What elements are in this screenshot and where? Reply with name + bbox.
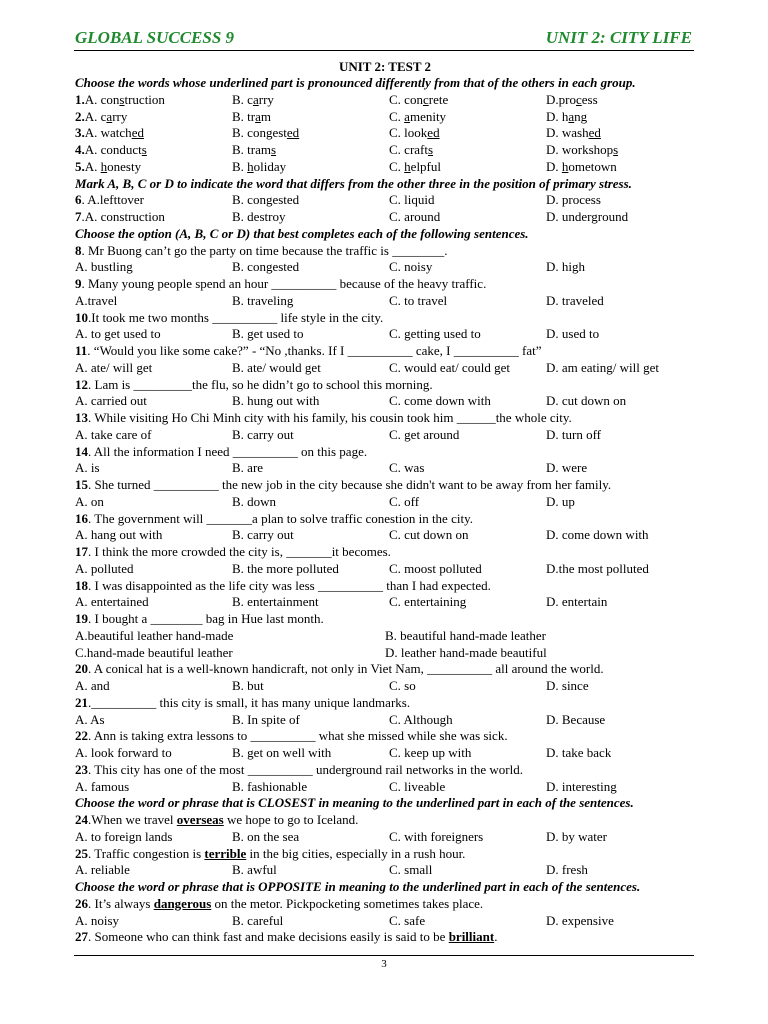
underlined-part: a xyxy=(255,108,261,124)
answer-option: A. As xyxy=(75,711,105,727)
answer-option: D.the most polluted xyxy=(546,560,649,576)
option-text: D. workshop xyxy=(546,142,614,157)
answer-option: C. off xyxy=(389,493,420,509)
options-row xyxy=(75,594,695,611)
answer-option xyxy=(232,109,389,126)
option-text: . A.lefttover xyxy=(81,192,144,208)
answer-option: A. is xyxy=(75,460,100,476)
options-row xyxy=(75,293,695,310)
option-text: ometown xyxy=(568,158,617,174)
answer-option: A. reliable xyxy=(75,862,130,878)
answer-option: A. to foreign lands xyxy=(75,828,173,844)
answer-option: D. since xyxy=(546,678,589,693)
answer-option: D. leather hand-made beautiful xyxy=(385,644,547,660)
answer-option: B. get used to xyxy=(232,326,304,342)
answer-option: D. cut down on xyxy=(546,393,627,409)
answer-option xyxy=(75,192,232,209)
answer-option xyxy=(232,92,389,109)
answer-option: A. take care of xyxy=(75,426,152,442)
pronunciation-row xyxy=(75,109,695,126)
underlined-part: h xyxy=(404,158,411,174)
option-text: ess xyxy=(581,91,598,107)
options-row xyxy=(75,360,695,377)
question-stem xyxy=(75,343,695,360)
question-text: . xyxy=(494,929,498,945)
question-number: 6 xyxy=(75,192,82,208)
answer-option: A. entertained xyxy=(75,594,149,610)
stress-row xyxy=(75,209,695,226)
question-number: 23 xyxy=(75,761,88,777)
answer-option: B. fashionable xyxy=(232,778,308,794)
answer-option: B. careful xyxy=(232,912,284,928)
pronunciation-row xyxy=(75,142,695,159)
answer-option: B. destroy xyxy=(232,209,286,224)
underlined-part: s xyxy=(141,142,147,157)
question-text: in the big cities, especially in a rush hour. xyxy=(246,845,466,861)
answer-option xyxy=(389,142,546,159)
answer-option xyxy=(75,209,232,226)
question-text: . I bought a ________ bag in Hue last month. xyxy=(88,611,324,626)
question-number: 17 xyxy=(75,544,88,559)
answer-option: C. Although xyxy=(389,711,453,727)
question-number: 25 xyxy=(75,845,88,861)
options-row xyxy=(75,326,695,343)
option-text: A. watch xyxy=(84,125,132,141)
answer-option: C. come down with xyxy=(389,393,491,409)
answer-option: C. safe xyxy=(389,912,426,928)
section-instruction: Choose the word or phrase that is OPPOSITE in meaning to the underlined part in each of the sentences. xyxy=(75,879,641,894)
question-number: 13 xyxy=(75,410,88,425)
answer-option: C.hand-made beautiful leather xyxy=(75,644,233,660)
option-text: onesty xyxy=(107,158,142,174)
question-number: 20 xyxy=(75,661,88,677)
option-text: elpful xyxy=(410,158,441,174)
answer-option xyxy=(389,109,546,126)
answer-option: D. used to xyxy=(546,326,600,342)
underlined-part: ed xyxy=(131,125,144,141)
answer-option xyxy=(389,125,546,142)
options-row xyxy=(75,745,695,762)
answer-option: C. keep up with xyxy=(389,745,472,760)
answer-option: D. by water xyxy=(546,828,608,844)
option-text: A. c xyxy=(84,108,107,124)
answer-option: B. on the sea xyxy=(232,828,300,844)
question-stem xyxy=(75,243,695,260)
question-number: 27 xyxy=(75,929,88,945)
header-left-title: GLOBAL SUCCESS 9 xyxy=(75,28,235,47)
question-stem xyxy=(75,661,695,678)
answer-option: B. ate/ would get xyxy=(232,359,321,375)
option-text: B. xyxy=(232,158,248,174)
options-row xyxy=(75,913,695,930)
question-text: . “Would you like some cake?” - “No ,thanks. If I __________ cake, I __________ fat” xyxy=(87,343,542,358)
answer-option: D. take back xyxy=(546,745,612,760)
answer-option: D. were xyxy=(546,460,588,476)
option-text: truction xyxy=(124,91,165,107)
answer-option: C. liquid xyxy=(389,192,435,208)
option-text: ng xyxy=(574,108,588,124)
question-stem xyxy=(75,896,695,913)
question-stem xyxy=(75,695,695,712)
options-row xyxy=(75,678,695,695)
option-text: rry xyxy=(112,108,128,124)
question-stem xyxy=(75,276,695,293)
question-number: 12 xyxy=(75,376,88,392)
question-number: 7 xyxy=(75,209,82,224)
pronunciation-row xyxy=(75,159,695,176)
answer-option: A. famous xyxy=(75,778,130,794)
question-stem xyxy=(75,511,695,528)
underlined-part: ed xyxy=(427,125,440,141)
answer-option: D. process xyxy=(546,192,601,208)
underlined-word: brilliant xyxy=(448,929,495,945)
question-number: 8 xyxy=(75,242,82,258)
question-stem xyxy=(75,477,695,494)
answer-option: C. noisy xyxy=(389,259,433,275)
underlined-part: a xyxy=(252,91,259,107)
question-text: . Someone who can think fast and make decisions easily is said to be xyxy=(88,929,449,945)
answer-option xyxy=(232,125,389,142)
question-text: on the metor. Pickpocketing sometimes takes place. xyxy=(211,895,484,911)
question-stem xyxy=(75,377,695,394)
answer-option: D. traveled xyxy=(546,292,604,308)
options-row xyxy=(75,259,695,276)
option-text: A. conduct xyxy=(84,142,142,157)
answer-option: D. expensive xyxy=(546,912,614,928)
question-number: 11 xyxy=(75,343,88,358)
options-row xyxy=(75,460,695,477)
options-row xyxy=(75,561,695,578)
answer-option: A. polluted xyxy=(75,560,134,576)
option-text: menity xyxy=(409,108,447,124)
footer-divider xyxy=(74,955,694,956)
answer-option: A. bustling xyxy=(75,259,133,275)
answer-option xyxy=(389,159,546,176)
question-text: . Mr Buong can’t go the party on time because the traffic is ________. xyxy=(81,242,448,258)
options-row xyxy=(75,427,695,444)
answer-option: D. interesting xyxy=(546,778,617,794)
options-row xyxy=(75,862,695,879)
answer-option: C. was xyxy=(389,460,425,476)
pronunciation-row xyxy=(75,92,695,109)
question-stem xyxy=(75,410,695,427)
answer-option xyxy=(546,109,587,126)
option-text: A. xyxy=(84,158,101,174)
answer-option: B. congested xyxy=(232,259,300,275)
section-instruction: Choose the word or phrase that is CLOSEST in meaning to the underlined part in each of the sentences. xyxy=(75,795,634,811)
answer-option: D. Because xyxy=(546,711,606,727)
answer-option: C. small xyxy=(389,862,433,878)
question-number: 14 xyxy=(75,443,88,459)
question-stem xyxy=(75,812,695,829)
question-number: 10 xyxy=(75,309,88,325)
option-text: C. look xyxy=(389,125,428,141)
option-text: .A. construction xyxy=(81,209,165,224)
header-divider xyxy=(74,50,694,51)
answer-option: B. entertainment xyxy=(232,594,319,610)
answer-option: B. get on well with xyxy=(232,745,332,760)
answer-option xyxy=(546,92,598,109)
question-text: . I was disappointed as the life city was less __________ than I had expected. xyxy=(88,577,491,593)
question-text: . Ann is taking extra lessons to __________ what she missed while she was sick. xyxy=(88,728,508,744)
question-number: 26 xyxy=(75,895,88,911)
underlined-part: ed xyxy=(588,125,601,141)
answer-option: D. come down with xyxy=(546,527,649,543)
answer-option: C. around xyxy=(389,209,441,224)
question-number: 1. xyxy=(75,91,85,107)
header-right-title: UNIT 2: CITY LIFE xyxy=(545,28,692,47)
options-row xyxy=(75,829,695,846)
question-number: 15 xyxy=(75,477,88,492)
option-text: D. h xyxy=(546,108,569,124)
answer-option: C. so xyxy=(389,678,416,693)
answer-option: D. fresh xyxy=(546,862,588,878)
answer-option xyxy=(546,142,618,159)
question-stem xyxy=(75,929,695,946)
options-row xyxy=(75,494,695,511)
question-stem xyxy=(75,444,695,461)
answer-option: B. congested xyxy=(232,192,300,208)
page-number: 3 xyxy=(381,958,387,970)
question-text: we hope to go to Iceland. xyxy=(223,812,359,827)
question-text: . Traffic congestion is xyxy=(88,845,205,861)
question-text: . She turned __________ the new job in the city because she didn't want to be away from her family. xyxy=(88,477,612,492)
question-number: 2. xyxy=(75,108,85,124)
options-row xyxy=(75,393,695,410)
answer-option: B. down xyxy=(232,493,277,509)
answer-option: D. turn off xyxy=(546,426,602,442)
option-text: rry xyxy=(258,91,274,107)
question-stem xyxy=(75,728,695,745)
question-text: . Lam is _________the flu, so he didn’t go to school this morning. xyxy=(88,376,433,392)
options-row xyxy=(75,712,695,729)
question-text: . While visiting Ho Chi Minh city with his family, his cousin took him ______the whole city. xyxy=(88,410,572,425)
answer-option: B. the more polluted xyxy=(232,560,339,576)
answer-option: B. beautiful hand-made leather xyxy=(385,627,546,643)
option-text: B. tram xyxy=(232,142,271,157)
option-text: C. craft xyxy=(389,142,428,157)
answer-option xyxy=(75,109,232,126)
answer-option: A. carried out xyxy=(75,393,147,409)
answer-option xyxy=(546,125,601,142)
underlined-word: dangerous xyxy=(153,895,212,911)
underlined-word: overseas xyxy=(176,812,224,827)
answer-option: A.travel xyxy=(75,292,118,308)
question-number: 4. xyxy=(75,142,85,157)
underlined-part: h xyxy=(561,158,569,174)
question-number: 19 xyxy=(75,611,88,626)
answer-option: D. entertain xyxy=(546,594,608,610)
section-instruction: Choose the option (A, B, C or D) that best completes each of the following sentences. xyxy=(75,225,529,241)
question-text: . The government will _______a plan to solve traffic conestion in the city. xyxy=(88,510,473,526)
underlined-part: s xyxy=(427,142,434,157)
answer-option: C. would eat/ could get xyxy=(389,359,510,375)
answer-option: B. awful xyxy=(232,862,277,878)
question-number: 22 xyxy=(75,728,88,744)
answer-option xyxy=(232,142,389,159)
section-instruction: Mark A, B, C or D to indicate the word that differs from the other three in the position of primary stress. xyxy=(75,175,632,191)
answer-option: B. carry out xyxy=(232,426,294,442)
question-stem xyxy=(75,762,695,779)
underlined-part: s xyxy=(613,142,619,157)
answer-option: B. hung out with xyxy=(232,393,320,409)
option-text: C. con xyxy=(389,91,423,107)
answer-option: A. look forward to xyxy=(75,745,172,760)
question-stem xyxy=(75,611,695,628)
answer-option: D. am eating/ will get xyxy=(546,359,660,375)
worksheet-content xyxy=(75,56,695,946)
question-stem xyxy=(75,846,695,863)
answer-option: C. getting used to xyxy=(389,326,481,342)
answer-option: B. carry out xyxy=(232,527,294,543)
answer-option: A. and xyxy=(75,678,110,693)
answer-option xyxy=(232,159,389,176)
option-text: B. congest xyxy=(232,125,287,141)
answer-option: A.beautiful leather hand-made xyxy=(75,627,234,643)
option-text: C. xyxy=(389,108,405,124)
question-text: .When we travel xyxy=(88,812,177,827)
option-text: B. tr xyxy=(232,108,256,124)
underlined-part: c xyxy=(422,91,429,107)
answer-option xyxy=(75,92,232,109)
answer-option: C. entertaining xyxy=(389,594,467,610)
question-stem xyxy=(75,578,695,595)
question-stem xyxy=(75,544,695,561)
section-instruction: Choose the words whose underlined part is pronounced differently from that of the others in each group. xyxy=(75,75,636,90)
question-stem xyxy=(75,310,695,327)
underlined-word: terrible xyxy=(204,845,247,861)
options-row xyxy=(75,628,695,645)
answer-option xyxy=(389,92,546,109)
answer-option xyxy=(75,125,232,142)
answer-option: B. traveling xyxy=(232,292,294,308)
question-number: 9 xyxy=(75,276,82,291)
answer-option: A. hang out with xyxy=(75,527,163,543)
option-text: D.pro xyxy=(546,91,576,107)
answer-option: A. to get used to xyxy=(75,326,161,342)
option-text: C. xyxy=(389,158,405,174)
option-text: rete xyxy=(428,91,449,107)
option-text: D. xyxy=(546,158,562,174)
underlined-part: c xyxy=(575,91,582,107)
question-text: . All the information I need __________ on this page. xyxy=(88,443,368,459)
underlined-part: ed xyxy=(286,125,300,141)
underlined-part: a xyxy=(106,108,113,124)
answer-option: C. with foreigners xyxy=(389,828,484,844)
answer-option: C. liveable xyxy=(389,778,446,794)
answer-option: D. high xyxy=(546,259,585,275)
underlined-part: h xyxy=(100,158,108,174)
question-number: 3. xyxy=(75,125,85,141)
question-text: . It’s always xyxy=(88,895,154,911)
underlined-part: h xyxy=(247,158,254,174)
answer-option: B. but xyxy=(232,678,264,693)
answer-option: D. underground xyxy=(546,209,629,224)
question-text: . I think the more crowded the city is, _______it becomes. xyxy=(88,544,391,559)
option-text: A. con xyxy=(84,91,120,107)
answer-option xyxy=(546,159,617,176)
question-number: 18 xyxy=(75,577,88,593)
answer-option: C. to travel xyxy=(389,292,448,308)
answer-option: B. In spite of xyxy=(232,711,300,727)
question-number: 24 xyxy=(75,812,88,827)
option-text: oliday xyxy=(253,158,287,174)
underlined-part: s xyxy=(119,91,125,107)
underlined-part: s xyxy=(271,142,277,157)
question-text: .It took me two months __________ life style in the city. xyxy=(88,309,384,325)
question-number: 16 xyxy=(75,510,88,526)
options-row xyxy=(75,779,695,796)
answer-option: C. moost polluted xyxy=(389,560,482,576)
answer-option: C. get around xyxy=(389,426,460,442)
answer-option: A. on xyxy=(75,493,104,509)
underlined-part: a xyxy=(568,108,575,124)
option-text: B. c xyxy=(232,91,253,107)
answer-option xyxy=(75,142,232,159)
options-row xyxy=(75,645,695,662)
question-text: . This city has one of the most __________ underground rail networks in the world. xyxy=(88,761,523,777)
answer-option: B. are xyxy=(232,460,264,476)
option-text: D. wash xyxy=(546,125,589,141)
page-title: UNIT 2: TEST 2 xyxy=(338,59,432,74)
answer-option: A. noisy xyxy=(75,912,120,928)
answer-option xyxy=(75,159,232,176)
options-row xyxy=(75,527,695,544)
question-number: 21 xyxy=(75,694,88,710)
question-text: .__________ this city is small, it has many unique landmarks. xyxy=(88,694,411,710)
option-text: m xyxy=(260,108,272,124)
question-text: . A conical hat is a well-known handicraft, not only in Viet Nam, __________ all around the world. xyxy=(88,661,604,677)
answer-option: A. ate/ will get xyxy=(75,359,153,375)
underlined-part: a xyxy=(404,108,410,124)
question-number: 5. xyxy=(75,158,85,174)
answer-option: C. cut down on xyxy=(389,527,469,543)
answer-option: D. up xyxy=(546,493,575,509)
stress-row xyxy=(75,192,695,209)
pronunciation-row xyxy=(75,125,695,142)
question-text: . Many young people spend an hour __________ because of the heavy traffic. xyxy=(81,276,487,291)
